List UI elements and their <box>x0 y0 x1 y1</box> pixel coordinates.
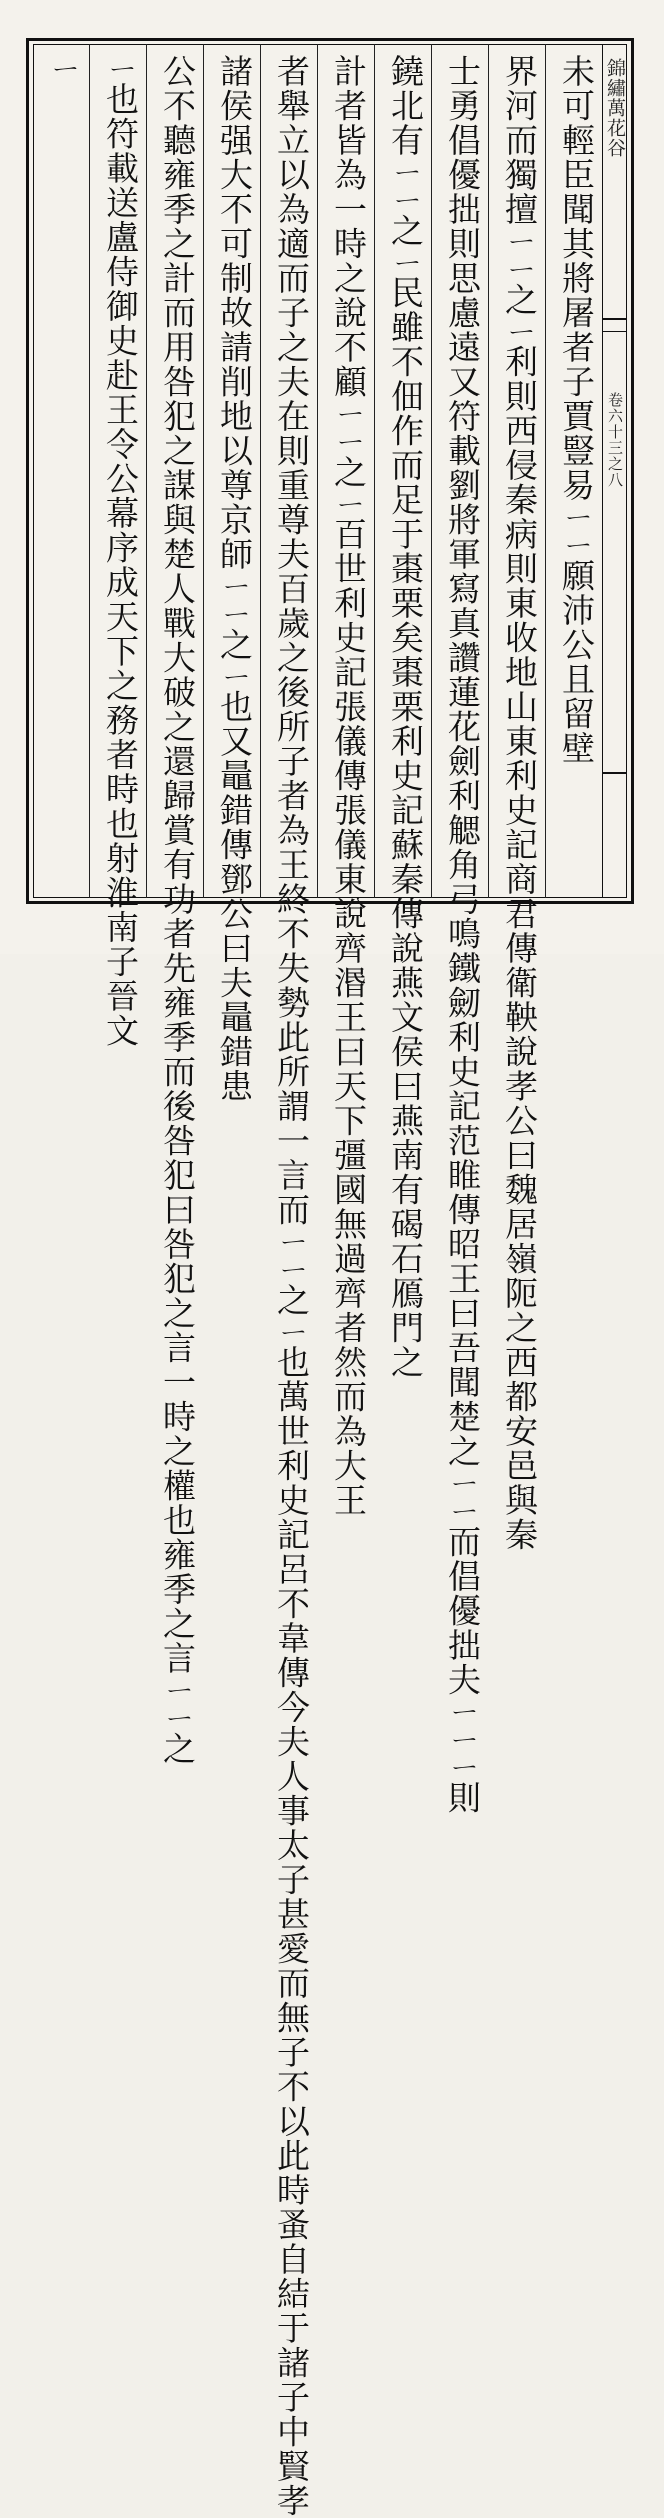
text-column-6: 者舉立以為適而子之夫在則重尊夫百歲之後所子者為王終不失勢此所謂一言而ㄧㄧ之ㄧ也萬世利史記呂不韋傳今夫人事太子甚愛而無子不以此時蚤自結于諸子中賢孝 <box>260 44 317 898</box>
text-column-9: ㄧ也符載送盧侍御史赴王令公幕序成天下之務者時也射淮南子晉文 <box>89 44 146 898</box>
text-columns <box>33 44 602 2518</box>
text-column-5: 計者皆為一時之說不顧ㄧㄧ之ㄧ百世利史記張儀傳張儀東說齊湣王曰天下彊國無過齊者然而為大王 <box>317 44 374 898</box>
fishtail-mark-bottom <box>603 772 627 774</box>
text-column-10: ㄧ <box>44 54 83 82</box>
margin-volume: 卷六十三之八 <box>606 392 624 488</box>
text-column-1: 未可輕臣聞其將屠者子賈豎易ㄧㄧ願沛公且留壁 <box>545 44 602 898</box>
text-column-2: 界河而獨擅ㄧㄧ之ㄧ利則西侵秦病則東收地山東利史記商君傳衛鞅說孝公曰魏居嶺阨之西都安邑與秦 <box>488 44 545 898</box>
fishtail-mark-top <box>603 318 627 332</box>
text-column-7: 諸侯强大不可制故請削地以尊京師ㄧㄧ之ㄧ也又鼂錯傳鄧公曰夫鼂錯患 <box>203 44 260 898</box>
text-column-4: 鐃北有ㄧㄧ之ㄧ民雖不佃作而足于棗栗矣棗栗利史記蘇秦傳說燕文侯曰燕南有碣石鴈門之 <box>374 44 431 898</box>
margin-title: 錦繡萬花谷 <box>604 58 626 158</box>
text-column-8: 公不聽雍季之計而用咎犯之謀與楚人戰大破之還歸賞有功者先雍季而後咎犯曰咎犯之言一時之權也雍季之言ㄧㄧ之 <box>146 44 203 898</box>
text-column-3: 士勇倡優拙則思慮遠又符載劉將軍寫真讚蓮花劍利䚡角弓鳴鐵劒利史記范睢傳昭王曰吾聞楚之ㄧㄧ而倡優拙夫ㄧㄧㄧ則 <box>431 44 488 898</box>
